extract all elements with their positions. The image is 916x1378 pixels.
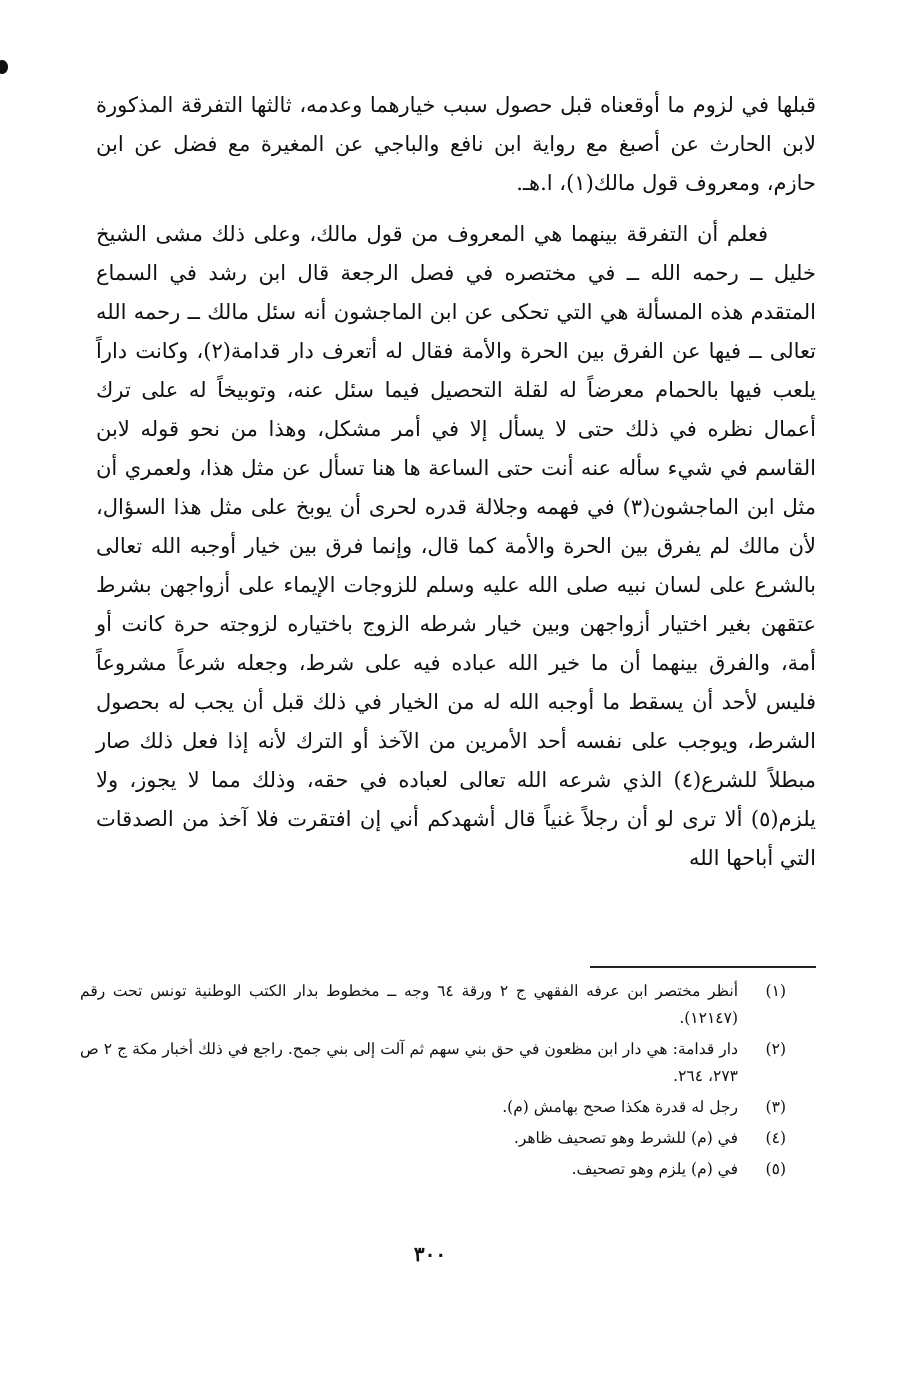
footnote-3 bbox=[80, 1094, 786, 1121]
footnote-4 bbox=[80, 1125, 786, 1152]
main-text bbox=[96, 86, 816, 878]
footnote-text: رجل له قدرة هكذا صحح بهامش (م). bbox=[502, 1098, 738, 1116]
footnote-text: أنظر مختصر ابن عرفه الفقهي ج ٢ ورقة ٦٤ وجه ــ مخطوط بدار الكتب الوطنية تونس تحت رقم (١٢١٤٧). bbox=[80, 982, 739, 1027]
footnote-number: (٥) bbox=[765, 1160, 786, 1178]
paragraph-1: قبلها في لزوم ما أوقعناه قبل حصول سبب خيارهما وعدمه، ثالثها التفرقة المذكورة لابن الحارث عن أصبغ مع رواية ابن نافع والباجي عن المغيرة مع فضل عن ابن حازم، ومعروف قول مالك(١)، ا.هـ. bbox=[96, 93, 816, 195]
paragraph-2: فعلم أن التفرقة بينهما هي المعروف من قول مالك، وعلى ذلك مشى الشيخ خليل ــ رحمه الله ــ في مختصره في فصل الرجعة قال ابن رشد في السماع المتقدم هذه المسألة هي التي تحكى عن ابن الماجشون أنه سئل مالك ــ رحمه الله تعالى ــ فيها عن الفرق بين الحرة والأمة فقال له أتعرف دار قدامة(٢)، وكانت داراً يلعب فيها بالحمام معرضاً له لقلة التحصيل فيما سئل عنه، وتوبيخاً له على ترك أعمال نظره في ذلك حتى لا يسأل إلا في أمر مشكل، وهذا من نحو قوله لابن القاسم في شيء سأله عنه أنت حتى الساعة ها هنا تسأل عن مثل هذا، ولعمري أن مثل ابن الماجشون(٣) في فهمه وجلالة قدره لحرى أن يوبخ على مثل هذا السؤال، لأن مالك لم يفرق بين الحرة والأمة كما قال، وإنما فرق بين خيار أوجبه الله تعالى بالشرع على لسان نبيه صلى الله عليه وسلم للزوجات الإيماء على أزواجهن بشرط عتقهن بغير اختيار أزواجهن وبين خيار شرطه الزوج باختياره لزوجته حرة كانت أو أمة، والفرق بينهما أن ما خير الله عباده فيه على شرط، وجعله شرعاً مشروعاً فليس لأحد أن يسقط ما أوجبه الله له من الخيار في ذلك قبل أن يجب له بحصول الشرط، ويوجب على نفسه أحد الأمرين من الآخذ أو الترك لأنه إذا فعل ذلك صار مبطلاً للشرع(٤) الذي شرعه الله تعالى لعباده في حقه، وذلك مما لا يجوز، ولا يلزم(٥) ألا ترى لو أن رجلاً غنياً قال أشهدكم أني إن افتقرت فلا آخذ من الصدقات التي أباحها الله bbox=[96, 222, 816, 870]
footnote-number: (٤) bbox=[765, 1129, 786, 1147]
footnote-text: دار قدامة: هي دار ابن مظعون في حق بني سهم ثم آلت إلى بني جمح. راجع في ذلك أخبار مكة ج ٢ ص ٢٧٣، ٢٦٤. bbox=[80, 1040, 738, 1085]
footnote-1 bbox=[80, 978, 786, 1032]
page-number: ٣٠٠ bbox=[413, 1242, 447, 1266]
footnote-number: (٢) bbox=[765, 1040, 786, 1058]
footnote-2 bbox=[80, 1036, 786, 1090]
footnote-number: (٣) bbox=[765, 1098, 786, 1116]
footnote-text: في (م) للشرط وهو تصحيف ظاهر. bbox=[513, 1129, 738, 1147]
footnote-text: في (م) يلزم وهو تصحيف. bbox=[571, 1160, 738, 1178]
footnote-number: (١) bbox=[765, 982, 786, 1000]
footnote-separator bbox=[590, 966, 816, 968]
edge-mark bbox=[0, 60, 8, 74]
footnotes bbox=[80, 978, 786, 1187]
footnote-5 bbox=[80, 1156, 786, 1183]
